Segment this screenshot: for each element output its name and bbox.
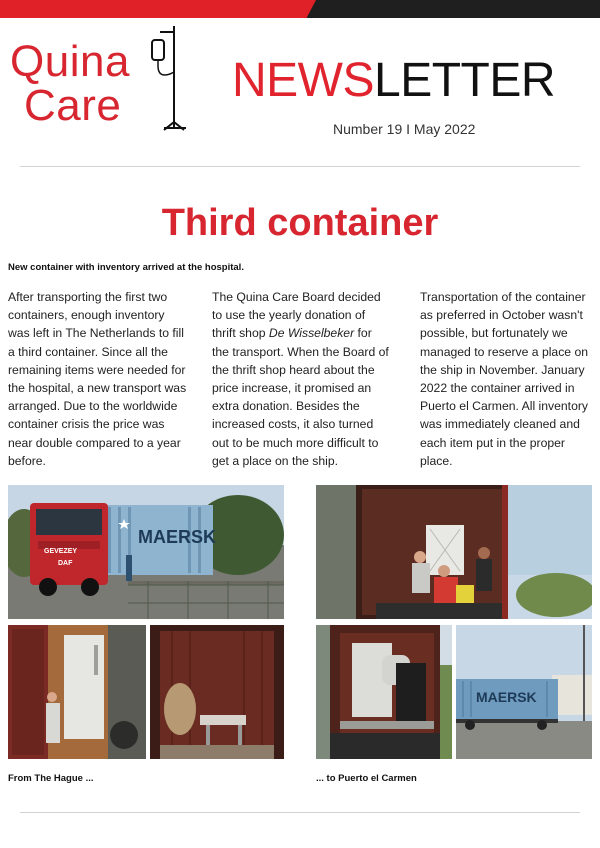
- caption-left: From The Hague ...: [8, 773, 94, 784]
- logo-line-1: Quina: [10, 37, 130, 86]
- article-intro: New container with inventory arrived at the hospital.: [8, 262, 244, 273]
- article-column-3: Transportation of the container as preferred in October wasn't possible, but fortunately we managed to reserve a place on the ship in November. January 2022 the container arrived in Puerto el Carmen. All inventory was immediately cleaned and each item put in the proper place.: [420, 290, 589, 468]
- iv-drip-stand-icon: [150, 22, 192, 132]
- article-column-2: [212, 288, 392, 470]
- divider-bottom: [20, 812, 580, 813]
- photo-container-loading: [8, 625, 146, 759]
- logo-line-2: Care: [24, 81, 122, 130]
- photo-equipment-truck: [316, 625, 452, 759]
- title-news: NEWS: [232, 54, 374, 107]
- truck-plate-text: GEVEZEY: [44, 548, 78, 555]
- col2-text-a: The Quina Care Board decided to use the yearly donation of thrift shop: [212, 290, 381, 341]
- photo-maersk-container: [456, 625, 592, 759]
- newsletter-title: [232, 54, 555, 108]
- container-logo-2: MAERSK: [476, 689, 537, 705]
- title-letter: LETTER: [374, 54, 556, 107]
- photo-truck: [8, 485, 284, 619]
- container-logo-1: MAERSK: [138, 527, 217, 547]
- photo-container-interior: [150, 625, 284, 759]
- top-bar-accent: [0, 0, 316, 18]
- truck-brand-text: DAF: [58, 560, 73, 567]
- thrift-shop-name: De Wisselbeker: [268, 326, 355, 341]
- col2-text-b: for the transport. When the Board of the thrift shop heard about the price increase, it promised an extra donation. Besides the increased costs, it also turned out to be much more difficult to get a place on the ship.: [212, 326, 389, 468]
- photo-unloading: [316, 485, 592, 619]
- caption-right: ... to Puerto el Carmen: [316, 773, 417, 784]
- divider-top: [20, 166, 580, 167]
- article-headline: Third container: [161, 202, 439, 244]
- issue-number: Number 19 I May 2022: [333, 121, 476, 137]
- quina-care-logo: [10, 37, 200, 140]
- top-bar: [0, 0, 600, 18]
- article-column-1: After transporting the first two containers, enough inventory was left in The Netherlands to fill a third container. Since all the remaining items were needed for the hospital, a new transport was arranged. Due to the worldwide container crisis the price was near double compared to a year before.: [8, 290, 187, 468]
